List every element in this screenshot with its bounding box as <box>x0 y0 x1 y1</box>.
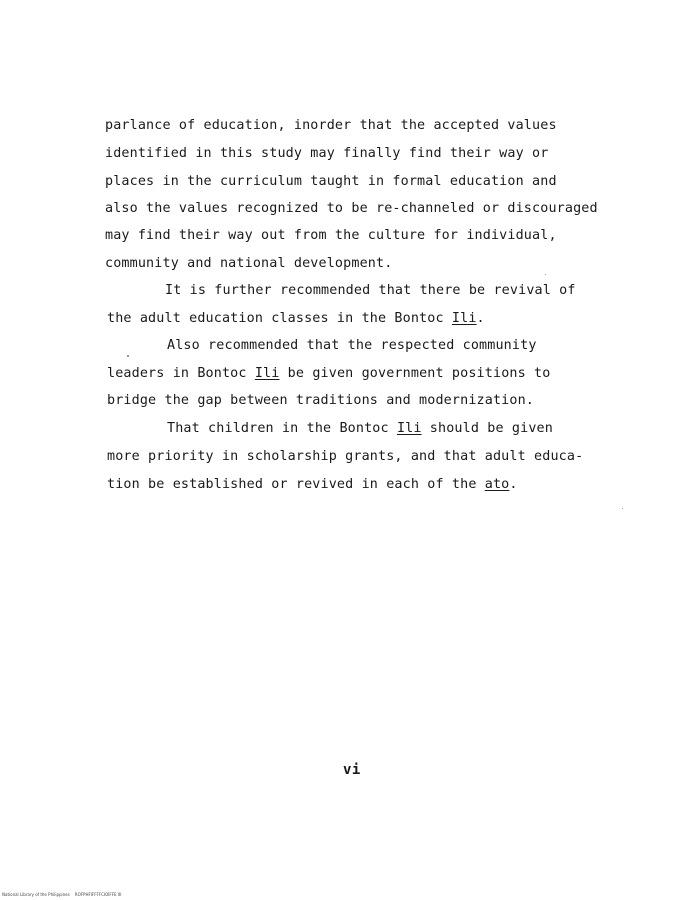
scan-speck <box>127 355 129 357</box>
line-10-text-end: be given government positions to <box>279 366 551 381</box>
term-ili: Ili <box>396 421 422 436</box>
line-12-text-end: should be given <box>421 421 553 436</box>
paragraph-line-3: places in the curriculum taught in formal education and <box>105 174 557 189</box>
page-number: vi <box>343 762 361 778</box>
paragraph-line-10 <box>107 366 550 382</box>
line-8-period: . <box>476 311 485 326</box>
scan-speck <box>545 274 546 275</box>
line-14-period: . <box>509 477 518 492</box>
line-8-text: the adult education classes in the Bontoc <box>107 311 452 326</box>
scan-speck <box>622 508 623 509</box>
paragraph-line-5: may find their way out from the culture for individual, <box>105 228 557 243</box>
line-12-text-start: That children in the Bontoc <box>167 421 397 436</box>
scan-footer: National Library of the Philippines ROFPHFIFFFFCIOIFFE III <box>2 892 122 897</box>
paragraph-line-12 <box>167 421 553 437</box>
term-ili: Ili <box>451 311 477 326</box>
line-10-text-start: leaders in Bontoc <box>107 366 255 381</box>
term-ili: Ili <box>254 366 280 381</box>
paragraph-line-11: bridge the gap between traditions and modernization. <box>107 393 535 408</box>
paragraph-line-1: parlance of education, inorder that the accepted values <box>105 118 557 133</box>
paragraph-line-13: more priority in scholarship grants, and that adult educa- <box>107 449 584 464</box>
paragraph-line-2: identified in this study may finally find their way or <box>105 146 549 161</box>
paragraph-line-4: also the values recognized to be re-channeled or discouraged <box>105 201 598 216</box>
line-14-text: tion be established or revived in each of the <box>107 477 485 492</box>
paragraph-line-6: community and national development. <box>105 256 393 271</box>
paragraph-line-8 <box>107 311 485 327</box>
term-ato: ato <box>484 477 510 492</box>
paragraph-line-14 <box>107 477 518 493</box>
paragraph-line-7: It is further recommended that there be revival of <box>165 283 576 298</box>
paragraph-line-9: Also recommended that the respected community <box>167 338 537 353</box>
